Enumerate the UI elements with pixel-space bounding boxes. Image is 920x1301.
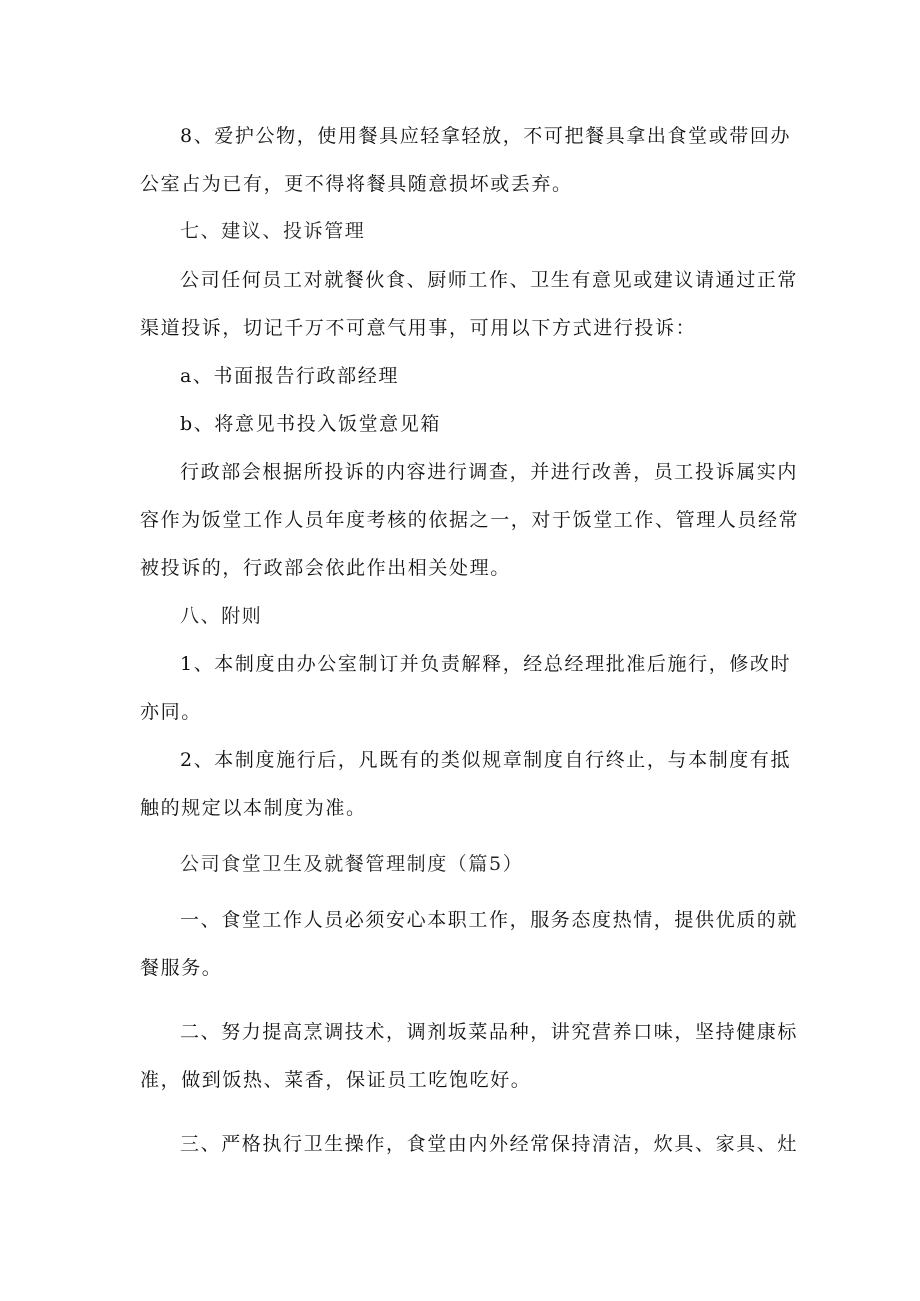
section-heading: 八、附则 (180, 605, 263, 627)
paragraph-line: 准，做到饭热、菜香，保证员工吃饱吃好。 (140, 1069, 532, 1091)
paragraph-line: 渠道投诉，切记千万不可意气用事，可用以下方式进行投诉： (140, 317, 697, 339)
paragraph-line: 行政部会根据所投诉的内容进行调查，并进行改善，员工投诉属实内 (180, 461, 799, 483)
paragraph-line: 公司任何员工对就餐伙食、厨师工作、卫生有意见或建议请通过正常 (180, 269, 799, 291)
paragraph-line: 三、严格执行卫生操作，食堂由内外经常保持清洁，炊具、家具、灶 (180, 1133, 799, 1155)
paragraph-line: 1、本制度由办公室制订并负责解释，经总经理批准后施行，修改时 (180, 653, 792, 675)
paragraph-line: 二、努力提高烹调技术，调剂坂菜品种，讲究营养口味，坚持健康标 (180, 1021, 799, 1043)
document-title: 公司食堂卫生及就餐管理制度（篇5） (180, 853, 524, 875)
paragraph-line: 8、爱护公物，使用餐具应轻拿轻放，不可把餐具拿出食堂或带回办 (180, 125, 792, 147)
section-heading: 七、建议、投诉管理 (180, 220, 366, 242)
paragraph-line: 一、食堂工作人员必须安心本职工作，服务态度热情，提供优质的就 (180, 909, 799, 931)
paragraph-line: 公室占为已有，更不得将餐具随意损坏或丢弃。 (140, 173, 573, 195)
paragraph-line: 被投诉的，行政部会依此作出相关处理。 (140, 557, 511, 579)
paragraph-line: 触的规定以本制度为准。 (140, 797, 367, 819)
paragraph-line: 2、本制度施行后，凡既有的类似规章制度自行终止，与本制度有抵 (180, 749, 792, 771)
list-item: a、书面报告行政部经理 (180, 365, 399, 387)
list-item: b、将意见书投入饭堂意见箱 (180, 413, 441, 435)
paragraph-line: 容作为饭堂工作人员年度考核的依据之一，对于饭堂工作、管理人员经常 (140, 509, 800, 531)
paragraph-line: 餐服务。 (140, 957, 223, 979)
paragraph-line: 亦同。 (140, 701, 202, 723)
